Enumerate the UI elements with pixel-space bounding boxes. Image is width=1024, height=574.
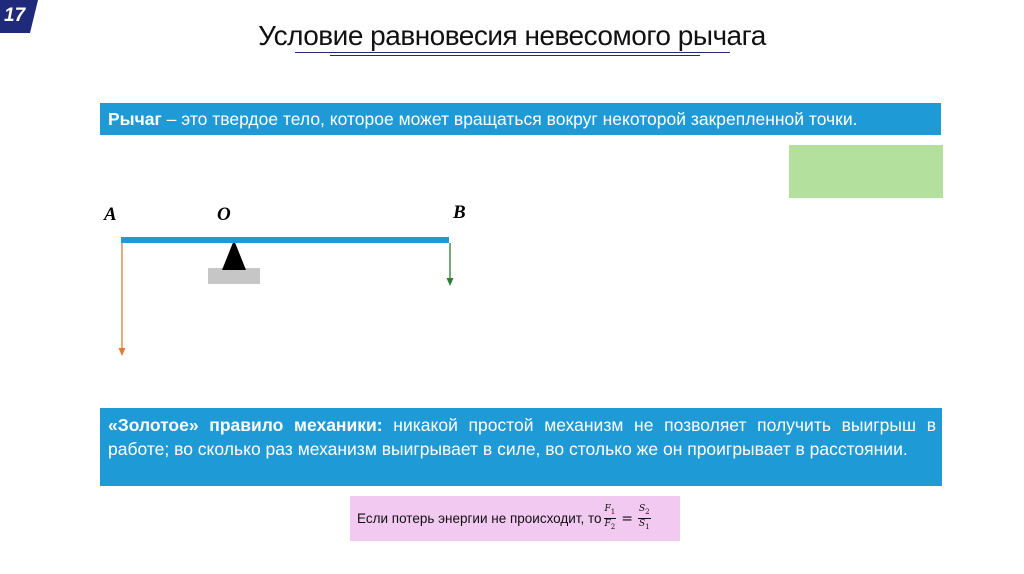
force-ratio [604,504,617,533]
definition-term: Рычаг [108,109,162,129]
point-label-a: A [104,204,117,225]
force-ratio-numerator [604,504,617,519]
formula-box [350,496,680,541]
golden-rule-term: «Золотое» правило механики: [108,415,383,435]
lever-bar [121,237,449,243]
definition-text: – это твердое тело, которое может вращаться вокруг некоторой закрепленной точки. [161,109,858,129]
point-label-o: O [217,204,231,225]
equals-sign: = [621,510,633,527]
s1-symbol: S [638,519,646,529]
fulcrum-triangle [222,240,246,270]
force-arrowhead-b [447,278,454,286]
s2-subscript: 2 [645,508,650,516]
s2-symbol: S [638,504,646,515]
golden-rule-box [100,408,942,486]
force-ratio-denominator [605,519,616,533]
golden-rule-text: никакой простой механизм не позволяет получить выигрыш в работе; во сколько раз механизм выигрывает в силе, во столько же он проигрывает в расстоянии. [108,415,936,459]
support-base [208,268,260,284]
page-title: Условие равновесия невесомого рычага [258,20,766,51]
f1-symbol: F [604,504,611,515]
s1-subscript: 1 [645,522,650,531]
f2-subscript: 2 [610,522,616,531]
distance-ratio-denominator [639,519,650,533]
distance-ratio [638,504,651,533]
slide-number: 17 [4,5,26,26]
distance-ratio-numerator [638,504,651,519]
formula-prefix: Если потерь энергии не происходит, то [357,511,602,526]
force-arrowhead-a [119,348,126,356]
point-label-b: B [453,202,466,223]
f2-symbol: F [604,519,611,529]
f1-subscript: 1 [610,508,616,516]
